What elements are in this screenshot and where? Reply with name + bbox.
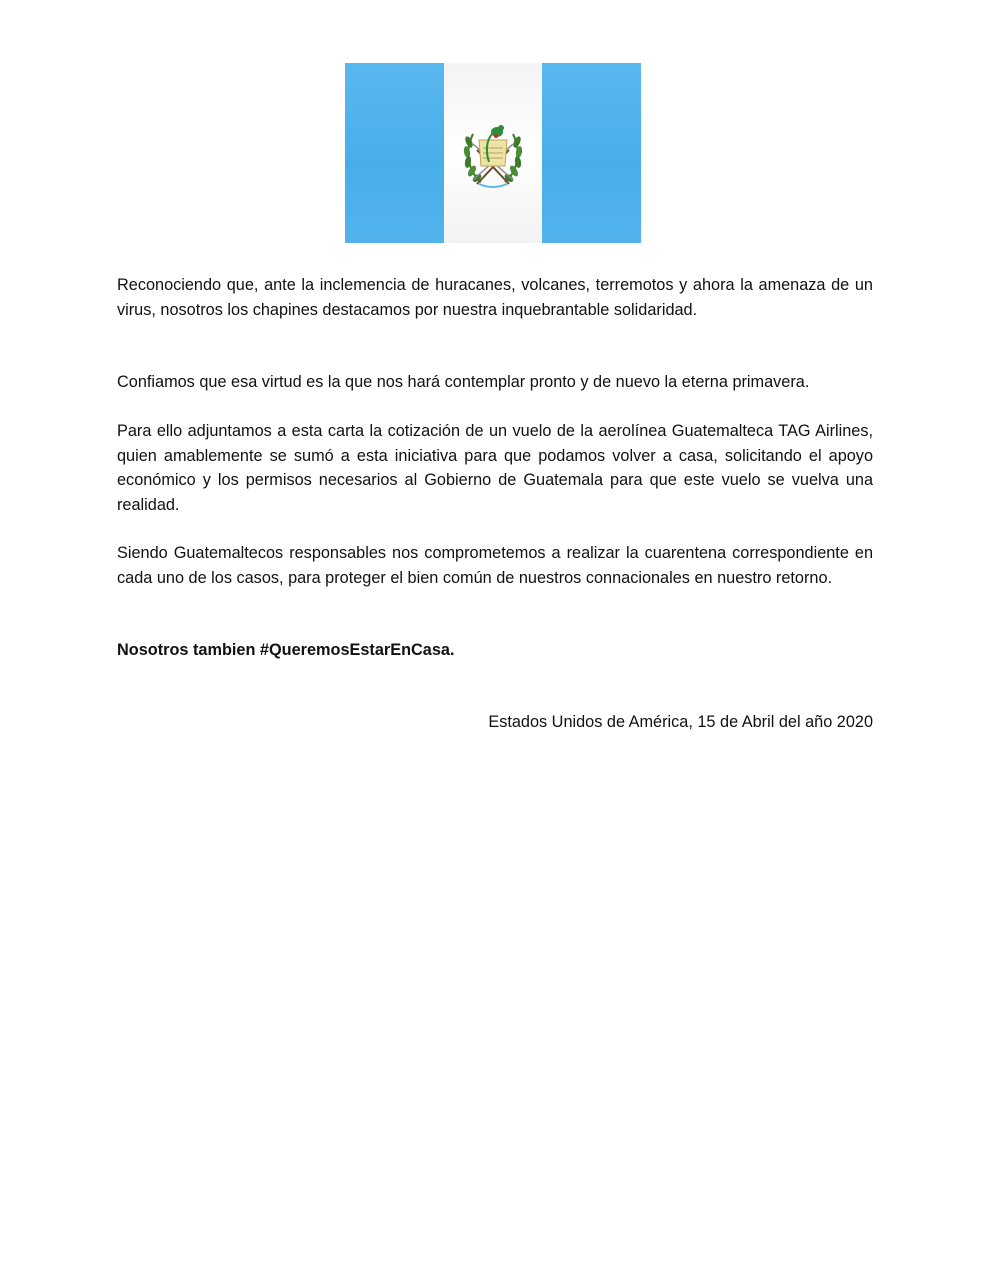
paragraph-4: Siendo Guatemaltecos responsables nos comprometemos a realizar la cuarentena correspondiente en cada uno de los casos, para proteger el bien común de nuestros connacionales en nuestro retorno. [117, 544, 873, 587]
coat-of-arms-icon [459, 110, 527, 190]
paragraph-3: Para ello adjuntamos a esta carta la cotización de un vuelo de la aerolínea Guatemalteca TAG Airlines, quien amablemente se sumó a esta iniciativa para que podamos volver a casa, solicitando el apoyo económico y los permisos necesarios al Gobierno de Guatemala para que este vuelo se vuelva una realidad. [117, 422, 873, 514]
guatemala-flag [345, 63, 641, 243]
flag-white-band [444, 63, 542, 243]
paragraph-2: Confiamos que esa virtud es la que nos hará contemplar pronto y de nuevo la eterna primavera. [117, 373, 810, 391]
signoff-place-date: Estados Unidos de América, 15 de Abril del año 2020 [488, 713, 873, 731]
flag-left-blue-band [345, 63, 444, 243]
paragraph-1: Reconociendo que, ante la inclemencia de huracanes, volcanes, terremotos y ahora la amenaza de un virus, nosotros los chapines destacamos por nuestra inquebrantable solidaridad. [117, 276, 873, 319]
closing-bold-line: Nosotros tambien #QueremosEstarEnCasa. [117, 641, 455, 659]
flag-right-blue-band [542, 63, 641, 243]
